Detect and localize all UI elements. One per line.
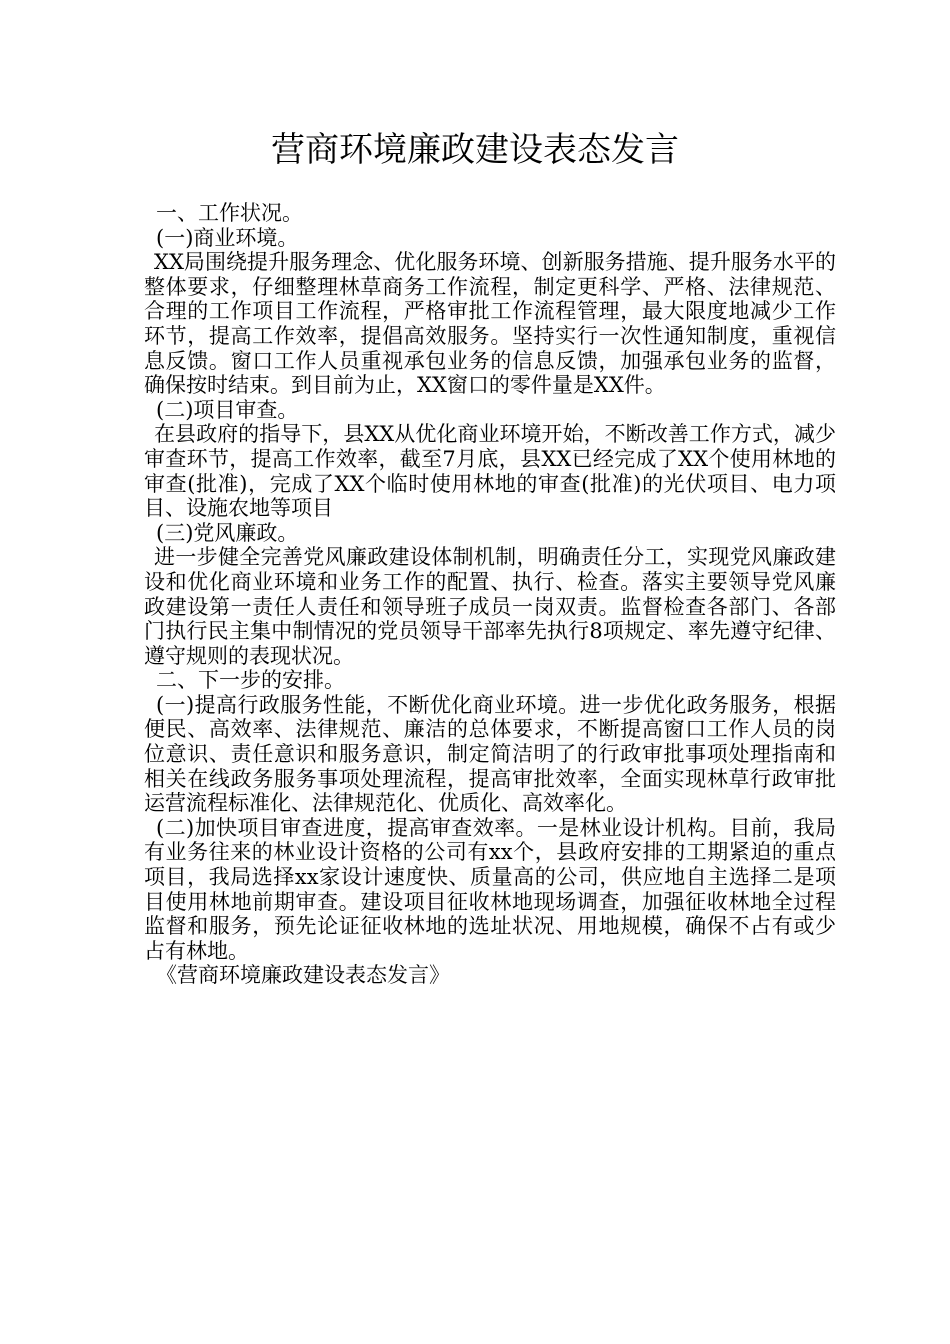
paragraph-admin-service: (一)提高行政服务性能，不断优化商业环境。进一步优化政务服务，根据便民、高效率、法律规范、廉洁的总体要求，不断提高窗口工作人员的岗位意识、责任意识和服务意识，制定简洁明了的行政审批事项处理指南和相关在线政务服务事项处理流程，提高审批效率，全面实现林草行政审批运营流程标准化、法律规范化、优质化、高效率化。 (144, 692, 836, 816)
section-heading-work-status: 一、工作状况。 (156, 201, 303, 225)
document-title: 营商环境廉政建设表态发言 (271, 130, 679, 170)
subsection-heading-business-environment: (一)商业环境。 (156, 225, 299, 250)
paragraph-project-review-speed: (二)加快项目审查进度，提高审查效率。一是林业设计机构。目前，我局有业务往来的林业设计资格的公司有xx个，县政府安排的工期紧迫的重点项目，我局选择xx家设计速度快、质量高的公司，供应地自主选择二是项目使用林地前期审查。建设项目征收林地现场调查，加强征收林地全过程监督和服务，预先论证征收林地的选址状况、用地规模，确保不占有或少占有林地。 (144, 815, 836, 963)
paragraph-party-conduct: 进一步健全完善党风廉政建设体制机制，明确责任分工，实现党风廉政建设和优化商业环境和业务工作的配置、执行、检查。落实主要领导党风廉政建设第一责任人责任和领导班子成员一岗双责。监督检查各部门、各部门执行民主集中制情况的党员领导干部率先执行8项规定、率先遵守纪律、遵守规则的表现状况。 (144, 545, 836, 668)
paragraph-business-environment: XX局围绕提升服务理念、优化服务环境、创新服务措施、提升服务水平的整体要求，仔细整理林草商务工作流程，制定更科学、严格、法律规范、合理的工作项目工作流程，严格审批工作流程管理，最大限度地减少工作环节，提高工作效率，提倡高效服务。坚持实行一次性通知制度，重视信息反馈。窗口工作人员重视承包业务的信息反馈，加强承包业务的监督，确保按时结束。到目前为止，XX窗口的零件量是XX件。 (144, 250, 836, 398)
paragraph-project-review: 在县政府的指导下，县XX从优化商业环境开始，不断改善工作方式，减少审查环节，提高工作效率，截至7月底，县XX已经完成了XX个使用林地的审查(批准)，完成了XX个临时使用林地的审查(批准)的光伏项目、电力项目、设施农地等项目 (144, 422, 836, 521)
subsection-heading-project-review: (二)项目审查。 (156, 397, 299, 422)
document-closing-title: 《营商环境廉政建设表态发言》 (156, 963, 450, 988)
document-body (144, 201, 836, 988)
subsection-heading-party-conduct: (三)党风廉政。 (156, 520, 299, 545)
section-heading-next-steps: 二、下一步的安排。 (156, 668, 345, 693)
